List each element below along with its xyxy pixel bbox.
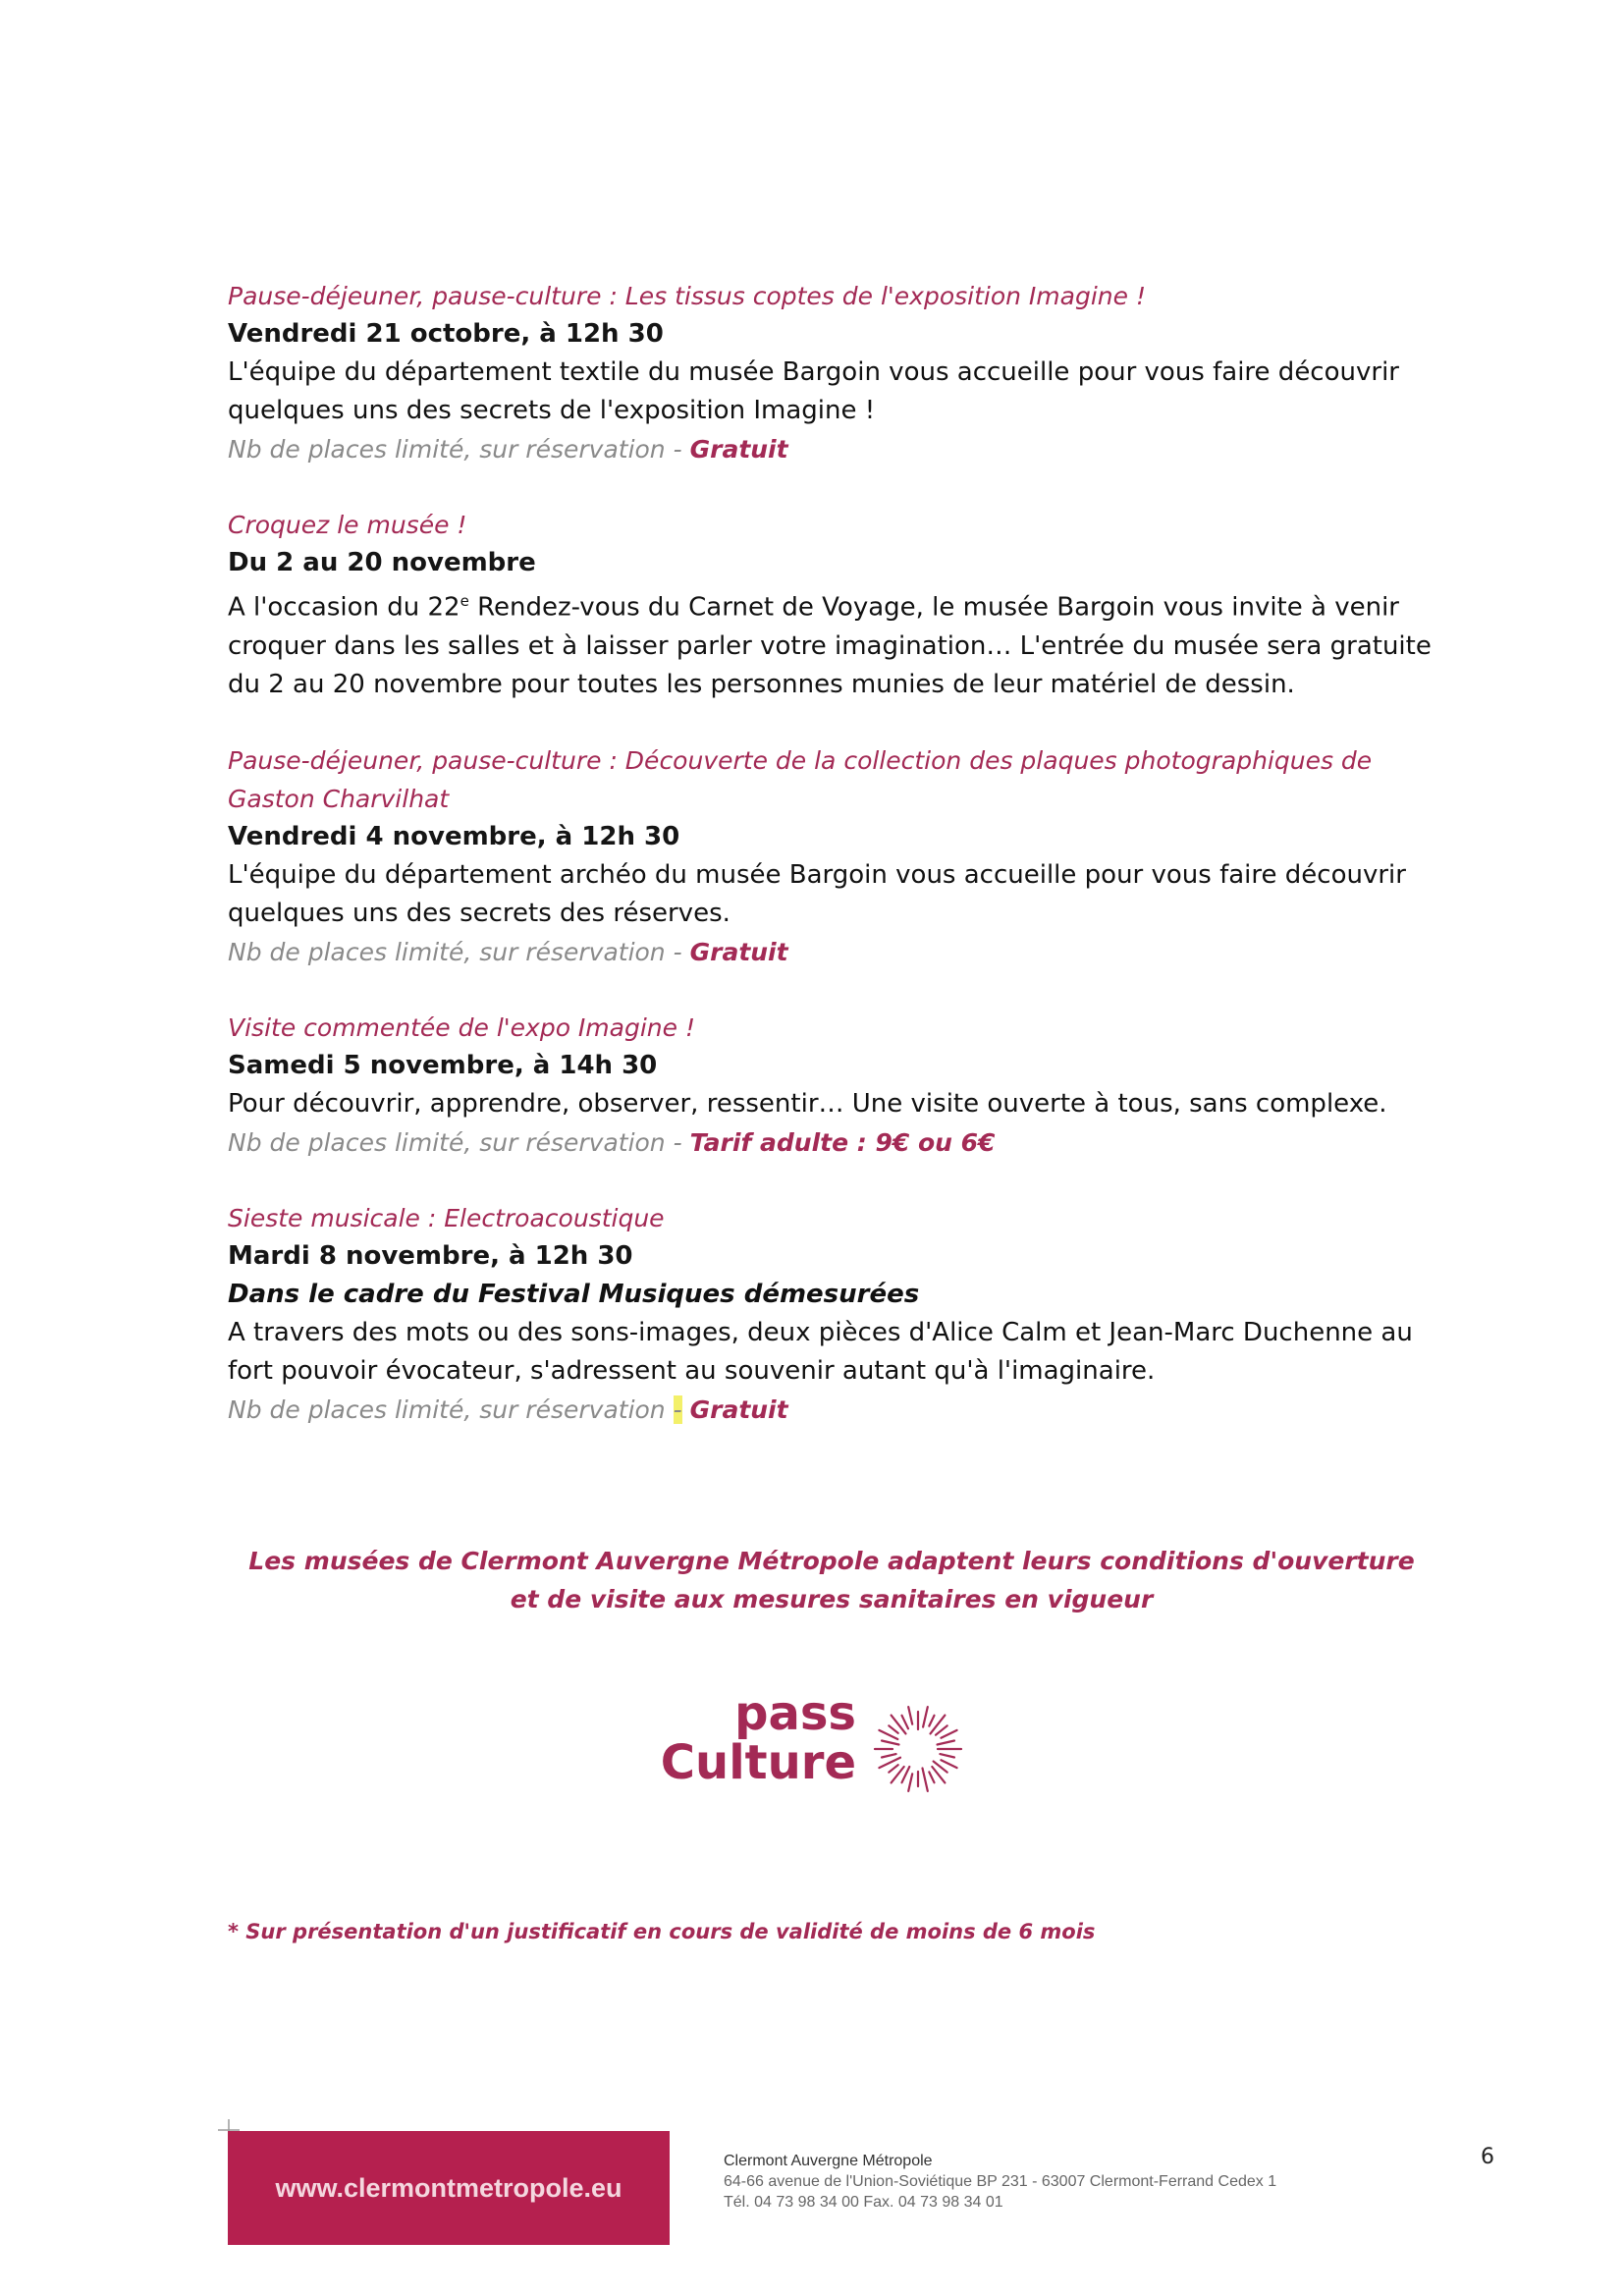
event-date: Mardi 8 novembre, à 12h 30 bbox=[228, 1240, 633, 1271]
event-description bbox=[228, 856, 1465, 933]
website-link[interactable]: www.clermontmetropole.eu bbox=[275, 2172, 622, 2203]
event-booking-note: Nb de places limité, sur réservation bbox=[228, 1394, 666, 1424]
organization-name: Clermont Auvergne Métropole bbox=[724, 2153, 933, 2169]
page-number: 6 bbox=[1481, 2145, 1494, 2169]
pass-culture-wordmark bbox=[660, 1686, 856, 1790]
event-date: Vendredi 4 novembre, à 12h 30 bbox=[228, 821, 680, 851]
events-list bbox=[228, 277, 1465, 1466]
event-date: Vendredi 21 octobre, à 12h 30 bbox=[228, 319, 664, 349]
contact-phone: Tél. 04 73 98 34 00 Fax. 04 73 98 34 01 bbox=[724, 2194, 1003, 2211]
pass-culture-line: Culture bbox=[660, 1735, 856, 1790]
event-price: Gratuit bbox=[689, 937, 788, 966]
event-description bbox=[228, 1085, 1465, 1123]
footnote: * Sur présentation d'un justificatif en cours de validité de moins de 6 mois bbox=[228, 1920, 1096, 1943]
event-info bbox=[228, 430, 1465, 468]
event-info-separator: - bbox=[673, 1394, 682, 1424]
event-price: Gratuit bbox=[689, 1394, 788, 1424]
event-description-line: du 2 au 20 novembre pour toutes les personnes munies de leur matériel de dessin. bbox=[228, 669, 1295, 699]
event-framework: Dans le cadre du Festival Musiques démesurées bbox=[228, 1279, 920, 1309]
event-booking-note: Nb de places limité, sur réservation bbox=[228, 937, 666, 966]
event-info-separator: - bbox=[673, 937, 682, 966]
event-title: Pause-déjeuner, pause-culture : Les tissus coptes de l'exposition Imagine ! bbox=[228, 282, 1146, 310]
event-item bbox=[228, 1199, 1465, 1429]
event-description-line: A l'occasion du 22e Rendez-vous du Carnet de Voyage, le musée Bargoin vous invite à venir bbox=[228, 592, 1399, 623]
event-price: Gratuit bbox=[689, 435, 788, 464]
sunburst-icon bbox=[864, 1695, 972, 1803]
event-description-line: fort pouvoir évocateur, s'adressent au souvenir autant qu'à l'imaginaire. bbox=[228, 1355, 1156, 1386]
footer-address bbox=[724, 2151, 1276, 2213]
pass-culture-logo bbox=[656, 1686, 990, 1817]
event-info-separator: - bbox=[673, 435, 682, 464]
event-description bbox=[228, 354, 1465, 430]
sanitary-notice bbox=[228, 1542, 1435, 1618]
event-info bbox=[228, 1123, 1465, 1162]
pass-culture-line: pass bbox=[734, 1686, 856, 1741]
event-description-line: croquer dans les salles et à laisser parler votre imagination… L'entrée du musée sera gratuite bbox=[228, 630, 1432, 661]
event-price: Tarif adulte : 9€ ou 6€ bbox=[689, 1127, 996, 1157]
event-description bbox=[228, 1314, 1465, 1391]
event-title: Pause-déjeuner, pause-culture : Découverte de la collection des plaques photographiques de Gaston Charvilhat bbox=[228, 745, 1373, 813]
event-description-line: quelques uns des secrets de l'exposition Imagine ! bbox=[228, 396, 876, 425]
event-description-line: L'équipe du département archéo du musée Bargoin vous accueille pour vous faire découvrir bbox=[228, 859, 1406, 890]
website-banner[interactable] bbox=[228, 2131, 670, 2245]
event-title: Sieste musicale : Electroacoustique bbox=[228, 1203, 665, 1232]
event-date: Du 2 au 20 novembre bbox=[228, 548, 536, 577]
event-item bbox=[228, 741, 1465, 971]
event-item bbox=[228, 506, 1465, 704]
event-info-separator: - bbox=[673, 1127, 682, 1157]
event-item bbox=[228, 1009, 1465, 1162]
event-title: Croquez le musée ! bbox=[228, 511, 467, 539]
event-date: Samedi 5 novembre, à 14h 30 bbox=[228, 1050, 658, 1080]
event-booking-note: Nb de places limité, sur réservation bbox=[228, 435, 666, 464]
event-description-line: L'équipe du département textile du musée Bargoin vous accueille pour vous faire découvrir bbox=[228, 357, 1399, 387]
event-info bbox=[228, 933, 1465, 971]
postal-address: 64-66 avenue de l'Union-Soviétique BP 231 - 63007 Clermont-Ferrand Cedex 1 bbox=[724, 2173, 1277, 2190]
event-booking-note: Nb de places limité, sur réservation bbox=[228, 1127, 666, 1157]
event-description-line: Pour découvrir, apprendre, observer, ressentir… Une visite ouverte à tous, sans complexe. bbox=[228, 1088, 1387, 1119]
event-description-line: A travers des mots ou des sons-images, deux pièces d'Alice Calm et Jean-Marc Duchenne au bbox=[228, 1317, 1413, 1347]
notice-line: et de visite aux mesures sanitaires en vigueur bbox=[510, 1585, 1154, 1613]
event-title: Visite commentée de l'expo Imagine ! bbox=[228, 1012, 695, 1042]
event-item bbox=[228, 277, 1465, 468]
event-description bbox=[228, 582, 1465, 704]
event-description-line: quelques uns des secrets des réserves. bbox=[228, 898, 730, 928]
event-info bbox=[228, 1391, 1465, 1429]
notice-line: Les musées de Clermont Auvergne Métropole adaptent leurs conditions d'ouverture bbox=[248, 1547, 1415, 1575]
